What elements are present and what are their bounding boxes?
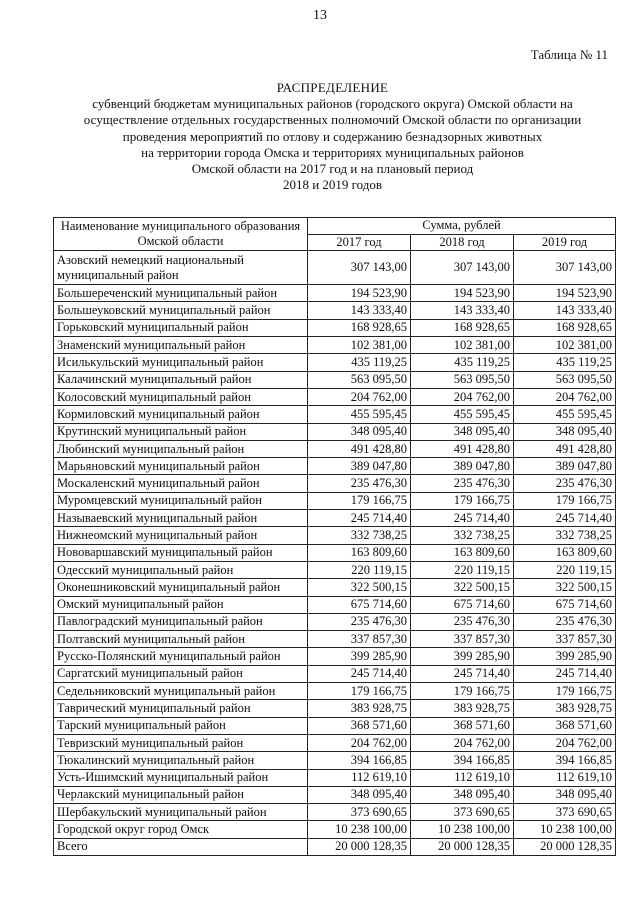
district-name-cell: Калачинский муниципальный район	[54, 371, 308, 388]
title-line: субвенций бюджетам муниципальных районов (городского округа) Омской области на	[92, 96, 573, 112]
value-2017-cell: 348 095,40	[308, 786, 411, 803]
value-2018-cell: 675 714,60	[411, 596, 514, 613]
district-name-cell: Таврический муниципальный район	[54, 700, 308, 717]
district-name-cell: Крутинский муниципальный район	[54, 423, 308, 440]
value-2019-cell: 373 690,65	[514, 804, 616, 821]
value-2017-cell: 373 690,65	[308, 804, 411, 821]
district-name-cell: Омский муниципальный район	[54, 596, 308, 613]
value-2017-cell: 245 714,40	[308, 665, 411, 682]
value-2019-cell: 383 928,75	[514, 700, 616, 717]
value-2017-cell: 563 095,50	[308, 371, 411, 388]
table-row	[54, 319, 616, 336]
value-2019-cell: 204 762,00	[514, 734, 616, 751]
value-2019-cell: 322 500,15	[514, 579, 616, 596]
table-row	[54, 302, 616, 319]
value-2018-cell: 307 143,00	[411, 251, 514, 285]
district-name-cell: Полтавский муниципальный район	[54, 631, 308, 648]
table-row	[54, 440, 616, 457]
district-name-cell: Любинский муниципальный район	[54, 440, 308, 457]
title-line: осуществление отдельных государственных полномочий Омской области по организации	[83, 112, 582, 128]
value-2019-cell: 235 476,30	[514, 475, 616, 492]
value-2017-cell: 194 523,90	[308, 285, 411, 302]
district-name-cell: Колосовский муниципальный район	[54, 388, 308, 405]
value-2018-cell: 179 166,75	[411, 492, 514, 509]
value-2019-cell: 220 119,15	[514, 561, 616, 578]
value-2017-cell: 163 809,60	[308, 544, 411, 561]
table-body	[54, 251, 616, 856]
table-row	[54, 510, 616, 527]
value-2019-cell: 337 857,30	[514, 631, 616, 648]
table-row	[54, 752, 616, 769]
district-name-cell: Шербакульский муниципальный район	[54, 804, 308, 821]
table-row	[54, 596, 616, 613]
district-name-cell: Тарский муниципальный район	[54, 717, 308, 734]
value-2017-cell: 394 166,85	[308, 752, 411, 769]
value-2019-cell: 102 381,00	[514, 337, 616, 354]
value-2018-cell: 20 000 128,35	[411, 838, 514, 855]
district-name-cell: Азовский немецкий национальный муниципальный район	[54, 251, 308, 285]
value-2019-cell: 20 000 128,35	[514, 838, 616, 855]
distribution-table	[53, 217, 616, 856]
district-name-cell: Муромцевский муниципальный район	[54, 492, 308, 509]
table-row	[54, 717, 616, 734]
value-2018-cell: 337 857,30	[411, 631, 514, 648]
value-2017-cell: 179 166,75	[308, 492, 411, 509]
value-2018-cell: 348 095,40	[411, 786, 514, 803]
value-2018-cell: 163 809,60	[411, 544, 514, 561]
district-name-cell: Тевризский муниципальный район	[54, 734, 308, 751]
district-name-cell: Седельниковский муниципальный район	[54, 683, 308, 700]
value-2017-cell: 10 238 100,00	[308, 821, 411, 838]
district-name-cell: Нововаршавский муниципальный район	[54, 544, 308, 561]
value-2017-cell: 102 381,00	[308, 337, 411, 354]
district-name-cell: Оконешниковский муниципальный район	[54, 579, 308, 596]
value-2018-cell: 394 166,85	[411, 752, 514, 769]
value-2017-cell: 245 714,40	[308, 510, 411, 527]
table-row	[54, 388, 616, 405]
table-row	[54, 337, 616, 354]
table-row	[54, 423, 616, 440]
table-row	[54, 631, 616, 648]
district-name-cell: Большеуковский муниципальный район	[54, 302, 308, 319]
value-2018-cell: 435 119,25	[411, 354, 514, 371]
district-name-cell: Одесский муниципальный район	[54, 561, 308, 578]
table-row	[54, 683, 616, 700]
value-2017-cell: 235 476,30	[308, 475, 411, 492]
value-2017-cell: 168 928,65	[308, 319, 411, 336]
value-2018-cell: 563 095,50	[411, 371, 514, 388]
value-2019-cell: 168 928,65	[514, 319, 616, 336]
table-row	[54, 804, 616, 821]
value-2019-cell: 348 095,40	[514, 786, 616, 803]
header-name: Наименование муниципального образования Омской области	[54, 218, 308, 251]
value-2019-cell: 389 047,80	[514, 458, 616, 475]
value-2017-cell: 348 095,40	[308, 423, 411, 440]
value-2017-cell: 491 428,80	[308, 440, 411, 457]
value-2018-cell: 373 690,65	[411, 804, 514, 821]
value-2017-cell: 322 500,15	[308, 579, 411, 596]
value-2019-cell: 435 119,25	[514, 354, 616, 371]
value-2019-cell: 307 143,00	[514, 251, 616, 285]
value-2019-cell: 194 523,90	[514, 285, 616, 302]
value-2017-cell: 389 047,80	[308, 458, 411, 475]
value-2017-cell: 435 119,25	[308, 354, 411, 371]
value-2017-cell: 20 000 128,35	[308, 838, 411, 855]
table-row	[54, 561, 616, 578]
value-2017-cell: 337 857,30	[308, 631, 411, 648]
value-2018-cell: 102 381,00	[411, 337, 514, 354]
table-row	[54, 665, 616, 682]
table-row	[54, 838, 616, 855]
header-sum: Сумма, рублей	[308, 218, 616, 235]
table-row	[54, 492, 616, 509]
table-row	[54, 354, 616, 371]
value-2017-cell: 235 476,30	[308, 613, 411, 630]
title-line: 2018 и 2019 годов	[282, 177, 383, 193]
value-2018-cell: 399 285,90	[411, 648, 514, 665]
value-2017-cell: 368 571,60	[308, 717, 411, 734]
district-name-cell: Москаленский муниципальный район	[54, 475, 308, 492]
value-2018-cell: 245 714,40	[411, 665, 514, 682]
value-2018-cell: 235 476,30	[411, 475, 514, 492]
title-line: проведения мероприятий по отлову и содержанию безнадзорных животных	[122, 128, 543, 144]
value-2018-cell: 322 500,15	[411, 579, 514, 596]
table-row	[54, 821, 616, 838]
value-2019-cell: 245 714,40	[514, 665, 616, 682]
value-2017-cell: 332 738,25	[308, 527, 411, 544]
page-number: 13	[313, 8, 327, 23]
table-row	[54, 786, 616, 803]
title-line: Омской области на 2017 год и на плановый период	[191, 161, 474, 177]
district-name-cell: Горьковский муниципальный район	[54, 319, 308, 336]
table-row	[54, 527, 616, 544]
value-2017-cell: 455 595,45	[308, 406, 411, 423]
value-2018-cell: 194 523,90	[411, 285, 514, 302]
district-name-cell: Знаменский муниципальный район	[54, 337, 308, 354]
value-2017-cell: 143 333,40	[308, 302, 411, 319]
header-year-2019: 2019 год	[514, 234, 616, 251]
value-2018-cell: 204 762,00	[411, 734, 514, 751]
district-name-cell: Исилькульский муниципальный район	[54, 354, 308, 371]
district-name-cell: Черлакский муниципальный район	[54, 786, 308, 803]
district-name-cell: Усть-Ишимский муниципальный район	[54, 769, 308, 786]
header-year-2018: 2018 год	[411, 234, 514, 251]
value-2018-cell: 368 571,60	[411, 717, 514, 734]
district-name-cell: Марьяновский муниципальный район	[54, 458, 308, 475]
value-2018-cell: 10 238 100,00	[411, 821, 514, 838]
table-row	[54, 579, 616, 596]
table-row	[54, 544, 616, 561]
value-2019-cell: 179 166,75	[514, 683, 616, 700]
value-2019-cell: 675 714,60	[514, 596, 616, 613]
value-2018-cell: 112 619,10	[411, 769, 514, 786]
table-row	[54, 285, 616, 302]
district-name-cell: Большереченский муниципальный район	[54, 285, 308, 302]
value-2019-cell: 163 809,60	[514, 544, 616, 561]
district-name-cell: Городской округ город Омск	[54, 821, 308, 838]
value-2019-cell: 143 333,40	[514, 302, 616, 319]
value-2019-cell: 368 571,60	[514, 717, 616, 734]
table-row	[54, 406, 616, 423]
title-heading: РАСПРЕДЕЛЕНИЕ	[276, 80, 389, 95]
table-row	[54, 648, 616, 665]
value-2017-cell: 179 166,75	[308, 683, 411, 700]
table-row	[54, 458, 616, 475]
value-2019-cell: 455 595,45	[514, 406, 616, 423]
value-2018-cell: 348 095,40	[411, 423, 514, 440]
value-2017-cell: 220 119,15	[308, 561, 411, 578]
value-2018-cell: 455 595,45	[411, 406, 514, 423]
value-2017-cell: 204 762,00	[308, 734, 411, 751]
document-title	[70, 80, 595, 193]
value-2019-cell: 491 428,80	[514, 440, 616, 457]
table-row	[54, 734, 616, 751]
value-2019-cell: 399 285,90	[514, 648, 616, 665]
value-2019-cell: 394 166,85	[514, 752, 616, 769]
district-name-cell: Нижнеомский муниципальный район	[54, 527, 308, 544]
header-year-2017: 2017 год	[308, 234, 411, 251]
value-2019-cell: 332 738,25	[514, 527, 616, 544]
district-name-cell: Кормиловский муниципальный район	[54, 406, 308, 423]
value-2018-cell: 491 428,80	[411, 440, 514, 457]
table-row	[54, 371, 616, 388]
district-name-cell: Павлоградский муниципальный район	[54, 613, 308, 630]
table-row	[54, 700, 616, 717]
value-2018-cell: 383 928,75	[411, 700, 514, 717]
table-label: Таблица № 11	[530, 47, 608, 62]
value-2017-cell: 383 928,75	[308, 700, 411, 717]
table-row	[54, 475, 616, 492]
value-2019-cell: 235 476,30	[514, 613, 616, 630]
value-2018-cell: 179 166,75	[411, 683, 514, 700]
district-name-cell: Русско-Полянский муниципальный район	[54, 648, 308, 665]
value-2019-cell: 563 095,50	[514, 371, 616, 388]
district-name-cell: Называевский муниципальный район	[54, 510, 308, 527]
title-line: на территории города Омска и территориях муниципальных районов	[141, 144, 524, 160]
value-2019-cell: 348 095,40	[514, 423, 616, 440]
value-2018-cell: 389 047,80	[411, 458, 514, 475]
value-2018-cell: 235 476,30	[411, 613, 514, 630]
value-2018-cell: 220 119,15	[411, 561, 514, 578]
value-2019-cell: 10 238 100,00	[514, 821, 616, 838]
value-2018-cell: 143 333,40	[411, 302, 514, 319]
value-2019-cell: 112 619,10	[514, 769, 616, 786]
table-row	[54, 613, 616, 630]
value-2017-cell: 307 143,00	[308, 251, 411, 285]
district-name-cell: Всего	[54, 838, 308, 855]
value-2018-cell: 332 738,25	[411, 527, 514, 544]
district-name-cell: Тюкалинский муниципальный район	[54, 752, 308, 769]
value-2019-cell: 204 762,00	[514, 388, 616, 405]
value-2018-cell: 204 762,00	[411, 388, 514, 405]
value-2017-cell: 204 762,00	[308, 388, 411, 405]
district-name-cell: Саргатский муниципальный район	[54, 665, 308, 682]
table-row	[54, 769, 616, 786]
value-2018-cell: 245 714,40	[411, 510, 514, 527]
value-2018-cell: 168 928,65	[411, 319, 514, 336]
value-2019-cell: 179 166,75	[514, 492, 616, 509]
table-row	[54, 251, 616, 285]
value-2017-cell: 675 714,60	[308, 596, 411, 613]
value-2017-cell: 399 285,90	[308, 648, 411, 665]
value-2017-cell: 112 619,10	[308, 769, 411, 786]
value-2019-cell: 245 714,40	[514, 510, 616, 527]
